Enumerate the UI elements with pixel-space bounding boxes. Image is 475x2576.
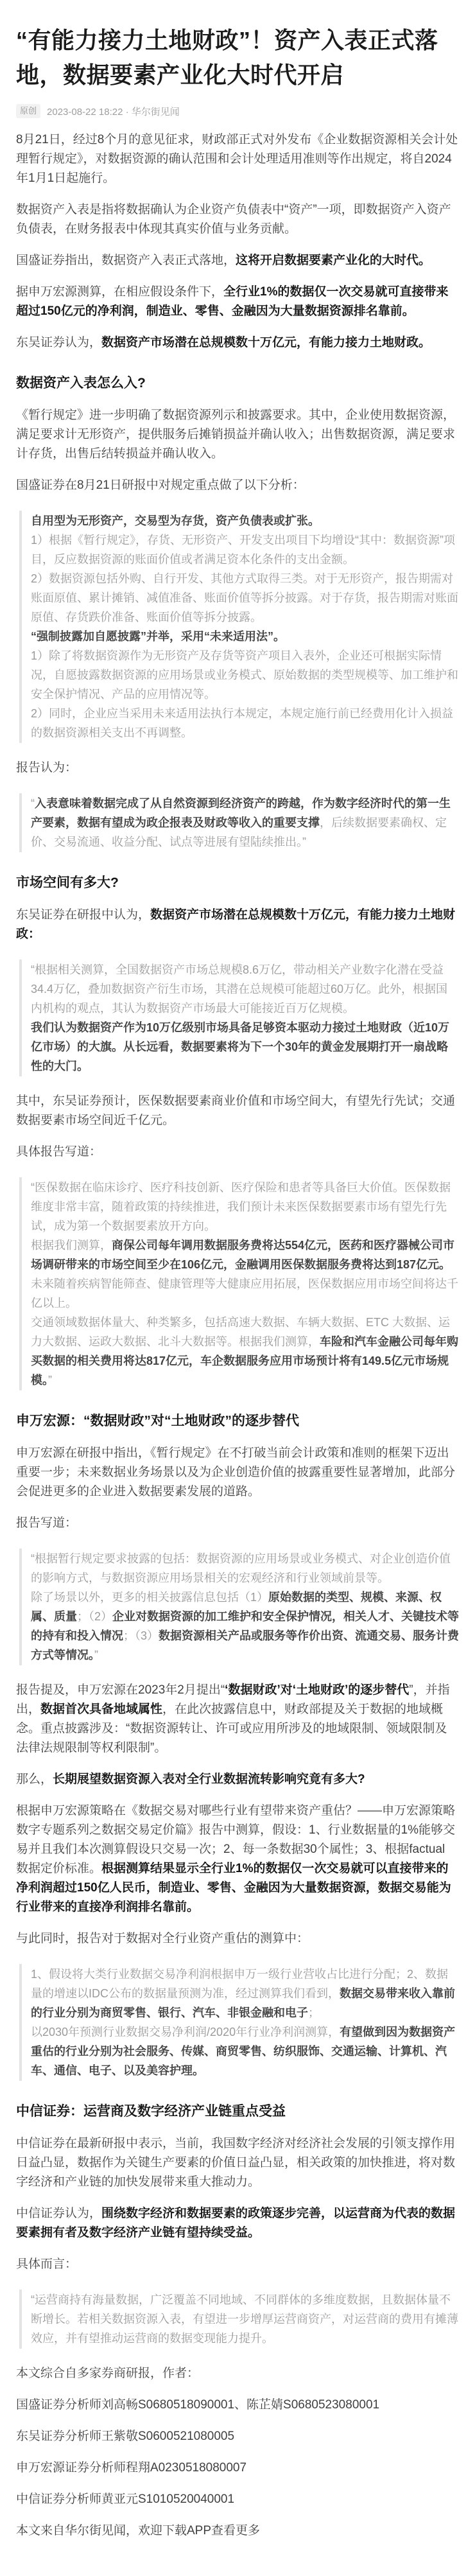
paragraph <box>16 2427 459 2446</box>
text-run: 具体而言： <box>16 2257 78 2271</box>
paragraph <box>16 1929 459 1949</box>
quote-paragraph <box>31 569 459 627</box>
paragraph <box>16 1444 459 1502</box>
bold-text-run: 车险和汽车金融公司每年购买数据的相关费用将达817亿元，车企数据服务应用市场预计将有149.5亿元市场规模。 <box>31 1335 458 1387</box>
paragraph <box>16 2396 459 2415</box>
text-run: 报告认为： <box>16 761 78 775</box>
paragraph <box>16 251 459 270</box>
text-run: 2）数据资源包括外购、自行开发、其他方式取得三类。对于无形资产，报告期需对账面原值、累计摊销、减值准备、账面价值等拆分披露。对于存货，报告期需对账面原值、存货跌价准备、账面价值等拆分披露。 <box>31 572 458 624</box>
section-heading: 申万宏源：“数据财政”对“土地财政”的逐步替代 <box>16 1414 299 1428</box>
quote-paragraph <box>31 511 459 530</box>
blockquote <box>19 793 459 852</box>
quote-paragraph <box>31 2022 459 2080</box>
quote-paragraph <box>31 1549 459 1588</box>
paragraph <box>16 1514 459 1533</box>
paragraph <box>16 906 459 944</box>
text-run: ，后续数据要素确权、定价、交易流通、收益分配、试点等进展有望陆续推出。” <box>31 816 447 848</box>
publish-meta <box>16 104 459 118</box>
paragraph <box>16 2364 459 2383</box>
blockquote <box>19 1177 459 1390</box>
paragraph <box>16 1092 459 1130</box>
text-run: 1）除了将数据资源作为无形资产及存货等资产项目入表外，企业还可根据实际情况，自愿披露数据资源的应用场景或业务模式、原始数据的类型规模等、加工维护和安全保护情况、产品的应用情况等。 <box>31 649 458 701</box>
text-run: 其中，东吴证券预计，医保数据要素商业价值和市场空间大，有望先行先试；交通数据要素市场空间近千亿元。 <box>16 1094 456 1127</box>
quote-paragraph <box>31 1018 459 1076</box>
bold-text-run: “强制披露加自愿披露”并举，采用“未来适用法”。 <box>31 630 285 643</box>
text-run: 国盛证券在8月21日研报中对规定重点做了以下分析： <box>16 478 305 492</box>
paragraph <box>16 2458 459 2478</box>
bold-text-run: 数据交易带来收入靠前的行业分别为商贸零售、银行、汽车、非银金融和电子 <box>31 1987 455 2019</box>
paragraph <box>16 1143 459 1162</box>
paragraph <box>16 1801 459 1917</box>
paragraph <box>16 200 459 239</box>
bold-text-run: 数据资产市场潜在总规模数十万亿元，有能力接力土地财政： <box>16 908 456 941</box>
quote-paragraph <box>31 646 459 704</box>
blockquote <box>19 2290 459 2349</box>
text-run: “ <box>31 797 35 810</box>
paragraph <box>16 283 459 321</box>
text-run: 2）同时，企业应当采用未来适用法执行本规定，本规定施行前已经费用化计入损益的数据资源相关支出不再调整。 <box>31 707 454 739</box>
text-run: 《暂行规定》进一步明确了数据资源列示和披露要求。其中，企业使用数据资源，满足要求计无形资产，提供服务后摊销损益并确认收入；出售数据资源，满足要求计存货，出售后结转损益并确认收入。 <box>16 408 456 460</box>
text-run: 国盛证券指出，数据资产入表正式落地， <box>16 254 236 267</box>
section-heading: 中信证券：运营商及数字经济产业链重点受益 <box>16 2104 286 2119</box>
bold-text-run: 有望做到因为数据资产重估的行业分别为社会服务、传媒、商贸零售、纺织服饰、交通运输、计算机、汽车、通信、电子、以及美容护理。 <box>31 2026 456 2077</box>
text-run: 未来随着疾病智能筛查、健康管理等大健康应用拓展，医保数据应用市场空间将达千亿以上。 <box>31 1277 458 1310</box>
text-run: 申万宏源在研报中指出，《暂行规定》在不打破当前会计政策和准则的框架下迈出重要一步；未来数据业务场景以及为企业创造价值的披露重要性显著增加，此部分会促进更多的企业进入数据要素发展的道路。 <box>16 1446 456 1498</box>
text-run: 数据资产入表是指将数据确认为企业资产负债表中“资产”一项，即数据资产入资产负债表，在财务报表中体现其真实价值与业务贡献。 <box>16 203 451 236</box>
bold-text-run: 商保公司每年调用数据服务费将达554亿元，医药和医疗器械公司市场调研带来的市场空间至少在106亿元，金融调用医保数据服务费将达到187亿元。 <box>31 1239 455 1271</box>
paragraph <box>16 1770 459 1789</box>
text-run: 东吴证券认为， <box>16 336 102 349</box>
text-run: 中信证券认为， <box>16 2207 102 2220</box>
bold-text-run: 入表意味着数据完成了从自然资源到经济资产的跨越，作为数字经济时代的第一生产要素，数据有望成为政企报表及财政等收入的重要支撑 <box>31 797 451 829</box>
blockquote <box>19 1964 459 2081</box>
text-run: “医保数据在临床诊疗、医疗科技创新、医疗保险和患者等具备巨大价值。医保数据维度非常丰富，随着政策的持续推进，我们预计未来医保数据要素市场有望先行先试，成为第一个数据要素放开方向。 <box>31 1181 451 1232</box>
text-run: 报告提及，申万宏源在2023年2月提出“ <box>16 1683 225 1697</box>
bold-text-run: 围绕数字经济和数据要素的政策逐步完善，以运营商为代表的数据要素拥有者及数字经济产业链有望持续受益。 <box>16 2207 456 2239</box>
paragraph <box>16 476 459 495</box>
quote-paragraph <box>31 1965 459 2022</box>
text-run: ；（2） <box>77 1610 113 1623</box>
paragraph <box>16 2255 459 2274</box>
paragraph <box>16 2204 459 2243</box>
text-run: 中信证券在最新研报中表示，当前，我国数字经济对经济社会发展的引领支撑作用日益凸显，数据作为关键生产要素的价值日益凸显，相关政策的加快推进，将对数字经济和产业链的加快发展带来重大推动力。 <box>16 2137 456 2189</box>
text-run: 交通领域数据体量大、种类繁多，包括高速大数据、车辆大数据、ETC 大数据、运力大数据、运政大数据、北斗大数据等。根据我们测算， <box>31 1316 450 1348</box>
blockquote <box>19 511 459 743</box>
text-run: 1、假设将大类行业数据交易净利润根据申万一级行业营收占比进行分配；2、数据量的增速以IDC公布的数据量预测为准，经过测算我们看到， <box>31 1968 449 2000</box>
paragraph <box>16 2134 459 2192</box>
text-run: ” <box>48 1374 52 1387</box>
text-run: ；（3） <box>123 1629 159 1642</box>
paragraph <box>16 406 459 464</box>
quote-paragraph <box>31 1313 459 1390</box>
article-body <box>16 130 459 2541</box>
paragraph <box>16 333 459 353</box>
bold-text-run: 长期展望数据资源入表对全行业数据流转影响究竟有多大? <box>53 1773 365 1786</box>
text-run: ，在此次披露信息中，财政部提及关于数据的地域概念。重点披露涉及：“数据资源转让、许可或应用所涉及的地域限制、领域限制及法律法规限制等权利限制”。 <box>16 1703 447 1755</box>
text-run: “根据相关测算，全国数据资产市场总规模8.6万亿，带动相关产业数字化潜在受益34.4万亿，叠加数据资产衍生市场，其潜在总规模可能超过60万亿。此外，根据国内机构的观点，其认为数据资产市场最大可能接近百万亿规模。 <box>31 963 448 1015</box>
text-run: 中信证券分析师黄亚元S1010520040001 <box>16 2493 235 2506</box>
text-run: 报告写道： <box>16 1516 78 1530</box>
quote-paragraph <box>31 2290 459 2348</box>
text-run: 本文来自华尔街见闻，欢迎下载APP查看更多 <box>16 2524 261 2537</box>
quote-paragraph <box>31 794 459 852</box>
bold-text-run: 我们认为数据资产作为10万亿级别市场具备足够资本驱动力接过土地财政（近10万亿市场）的大旗。从长远看，数据要素将为下一个30年的黄金发展期打开一扇战略性的大门。 <box>31 1021 450 1073</box>
text-run: 以2030年预测行业数据交易净利润/2020年行业净利润测算， <box>31 2026 340 2038</box>
text-run: ”，并指出， <box>16 1683 450 1716</box>
quote-paragraph <box>31 1236 459 1313</box>
text-run: 根据我们测算， <box>31 1239 112 1252</box>
quote-paragraph <box>31 960 459 1018</box>
text-run: 1）根据《暂行规定》，存货、无形资产、开发支出项目下均增设“其中：数据资源”项目，反应数据资源的账面价值或者满足资本化条件的支出金额。 <box>31 534 455 566</box>
bold-text-run: 数据资源相关产品或服务等作价出资、流通交易、服务计费方式等情况。 <box>31 1629 460 1661</box>
paragraph <box>16 2521 459 2541</box>
quote-paragraph <box>31 704 459 742</box>
bold-text-run: ‘数据财政’对‘土地财政’的逐步替代 <box>225 1683 410 1697</box>
paragraph <box>16 1681 459 1758</box>
text-run: “运营商持有海量数据，广泛覆盖不同地域、不同群体的多维度数据，且数据体量不断增长。若相关数据资源入表，有望进一步增厚运营商资产，对运营商的费用有摊薄效应，并有望推动运营商的数据变现能力提升。 <box>31 2293 458 2345</box>
text-run: 具体报告写道： <box>16 1145 102 1159</box>
publish-date-source: 2023-08-22 18:22 · 华尔街见闻 <box>47 106 180 118</box>
quote-paragraph <box>31 530 459 569</box>
text-run: ” <box>94 1649 98 1661</box>
text-run: 本文综合自多家券商研报，作者： <box>16 2367 200 2380</box>
bold-text-run: 这将开启数据要素产业化的大时代。 <box>236 254 431 267</box>
bold-text-run: 企业对数据资源的加工维护和安全保护情况，相关人才、关键技术等的持有和投入情况 <box>31 1610 460 1642</box>
text-run: 根据申万宏源策略在《数据交易对哪些行业有望带来资产重估？——申万宏源策略数字专题系列之数据交易定价篇》报告中测算，假设：1、行业数据量的1%能够交易并且我们本次测算假设只交易一次；2、每一条数据30个属性；3、根据factual 数据定价标准。 <box>16 1804 456 1875</box>
bold-text-run: 自用型为无形资产，交易型为存货，资产负债表或扩张。 <box>31 514 320 527</box>
bold-text-run: 数据首次具备地域属性 <box>40 1703 163 1716</box>
quote-paragraph <box>31 1588 459 1665</box>
blockquote <box>19 1548 459 1665</box>
text-run: 除了场景以外，更多的相关披露信息包括（1） <box>31 1591 269 1604</box>
bold-text-run: 根据测算结果显示全行业1%的数据仅一次交易就可以直接带来的净利润超过150亿人民币，制造业、零售、金融因为大量数据资源，数据交易能为行业带来的直接净利润排名靠前。 <box>16 1862 451 1914</box>
section-heading: 数据资产入表怎么入? <box>16 376 146 390</box>
text-run: 据申万宏源测算，在相应假设条件下， <box>16 285 224 299</box>
article-title: “有能力接力土地财政”！资产入表正式落地，数据要素产业化大时代开启 <box>16 27 438 88</box>
text-run: ； <box>308 2006 320 2019</box>
blockquote <box>19 959 459 1076</box>
bold-text-run: 数据资产市场潜在总规模数十万亿元，有能力接力土地财政。 <box>101 336 431 349</box>
text-run: 申万宏源证券分析师程翔A0230518080007 <box>16 2461 247 2475</box>
section-heading: 市场空间有多大? <box>16 875 119 890</box>
text-run: 那么， <box>16 1773 53 1786</box>
quote-paragraph <box>31 1178 459 1236</box>
paragraph <box>16 2490 459 2509</box>
original-badge: 原创 <box>16 104 40 118</box>
text-run: “根据暂行规定要求披露的包括：数据资源的应用场景或业务模式、对企业创造价值的影响方式，与数据资源应用场景相关的宏观经济和行业领域前景等。 <box>31 1552 451 1584</box>
text-run: 东吴证券在研报中认为， <box>16 908 151 922</box>
bold-text-run: 原始数据的类型、规模、来源、权属、质量 <box>31 1591 442 1623</box>
text-run: 8月21日，经过8个月的意见征求，财政部正式对外发布《企业数据资源相关会计处理暂行规定》，对数据资源的确认范围和会计处理适用准则等作出规定，将自2024年1月1日起施行。 <box>16 133 458 185</box>
text-run: 东吴证券分析师王紫敬S0600521080005 <box>16 2430 235 2443</box>
quote-paragraph <box>31 627 459 646</box>
text-run: 国盛证券分析师刘高畅S0680518090001、陈芷婧S0680523080001 <box>16 2398 380 2412</box>
paragraph <box>16 130 459 188</box>
paragraph <box>16 758 459 778</box>
text-run: 与此同时，报告对于数据对全行业资产重估的测算中： <box>16 1932 309 1945</box>
bold-text-run: 全行业1%的数据仅一次交易就可直接带来超过150亿元的净利润，制造业、零售、金融因为大量数据资源排名靠前。 <box>16 285 449 318</box>
